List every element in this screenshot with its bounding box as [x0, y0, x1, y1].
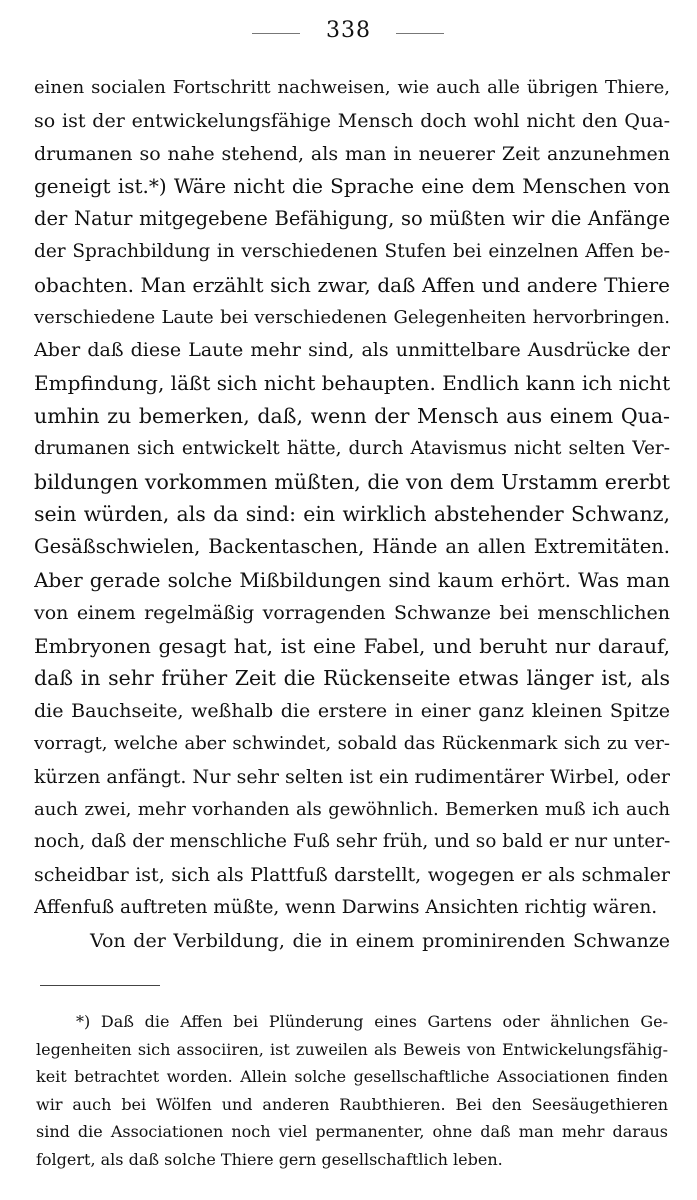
text-line: Gesäßschwielen, Backentaschen, Hände an allen Extremitäten. — [34, 535, 670, 559]
footnote-line: wir auch bei Wölfen und anderen Raubthieren. Bei den Seesäugethieren — [36, 1094, 668, 1114]
text-line: sein würden, als da sind: ein wirklich abstehender Schwanz, — [34, 502, 670, 527]
text-line: geneigt ist.*) Wäre nicht die Sprache eine dem Menschen von — [34, 174, 670, 199]
text-line: obachten. Man erzählt sich zwar, daß Affen und andere Thiere — [34, 272, 670, 297]
footnote-line: *) Daß die Affen bei Plünderung eines Gartens oder ähnlichen Ge- — [76, 1012, 668, 1031]
text-line: bildungen vorkommen müßten, die von dem Urstamm ererbt — [34, 469, 670, 494]
text-line: Von der Verbildung, die in einem prominirenden Schwanze — [90, 929, 670, 952]
text-line: Affenfuß auftreten müßte, wenn Darwins Ansichten richtig wären. — [34, 896, 658, 918]
text-line: die Bauchseite, weßhalb die erstere in einer ganz kleinen Spitze — [34, 700, 670, 723]
footnote-rule — [40, 985, 160, 986]
footnotes — [36, 1008, 668, 1174]
text-line: Empfindung, läßt sich nicht behaupten. Endlich kann ich nicht — [34, 371, 670, 396]
text-line: daß in sehr früher Zeit die Rückenseite etwas länger ist, als — [34, 666, 670, 691]
page-number: 338 — [326, 18, 371, 43]
text-line: von einem regelmäßig vorragenden Schwanze bei menschlichen — [34, 601, 670, 624]
text-line: so ist der entwickelungsfähige Mensch doch wohl nicht den Qua- — [34, 109, 670, 132]
text-line: kürzen anfängt. Nur sehr selten ist ein rudimentärer Wirbel, oder — [34, 765, 670, 788]
text-line: noch, daß der menschliche Fuß sehr früh, und so bald er nur unter- — [34, 831, 670, 853]
text-line: vorragt, welche aber schwindet, sobald das Rückenmark sich zu ver- — [34, 732, 670, 754]
text-line: der Natur mitgegebene Befähigung, so müßten wir die Anfänge — [34, 207, 670, 231]
footnote-line: keit betrachtet worden. Allein solche gesellschaftliche Associationen finden — [36, 1067, 668, 1087]
footnote-line: legenheiten sich associiren, ist zuweilen als Beweis von Entwickelungsfähig- — [36, 1039, 668, 1059]
text-line: umhin zu bemerken, daß, wenn der Mensch aus einem Qua- — [34, 403, 670, 428]
body-text — [34, 72, 670, 958]
text-line: verschiedene Laute bei verschiedenen Gelegenheiten hervorbringen. — [34, 306, 670, 328]
text-line: auch zwei, mehr vorhanden als gewöhnlich. Bemerken muß ich auch — [34, 798, 670, 820]
text-line: drumanen sich entwickelt hätte, durch Atavismus nicht selten Ver- — [34, 437, 670, 459]
text-line: Aber daß diese Laute mehr sind, als unmittelbare Ausdrücke der — [34, 339, 670, 362]
footnote-line: sind die Associationen noch viel permanenter, ohne daß man mehr daraus — [36, 1122, 668, 1142]
footnote-line: folgert, als daß solche Thiere gern gesellschaftlich leben. — [36, 1149, 503, 1169]
text-line: einen socialen Fortschritt nachweisen, wie auch alle übrigen Thiere, — [34, 77, 670, 98]
text-line: Aber gerade solche Mißbildungen sind kaum erhört. Was man — [34, 567, 670, 592]
text-line: Embryonen gesagt hat, ist eine Fabel, und beruht nur darauf, — [34, 633, 670, 658]
text-line: drumanen so nahe stehend, als man in neuerer Zeit anzunehmen — [34, 142, 670, 165]
text-line: scheidbar ist, sich als Plattfuß darstellt, wogegen er als schmaler — [34, 864, 670, 887]
page-number-rule-left — [252, 33, 300, 34]
text-line: der Sprachbildung in verschiedenen Stufen bei einzelnen Affen be- — [34, 240, 670, 262]
page-number-rule-right — [396, 33, 444, 34]
